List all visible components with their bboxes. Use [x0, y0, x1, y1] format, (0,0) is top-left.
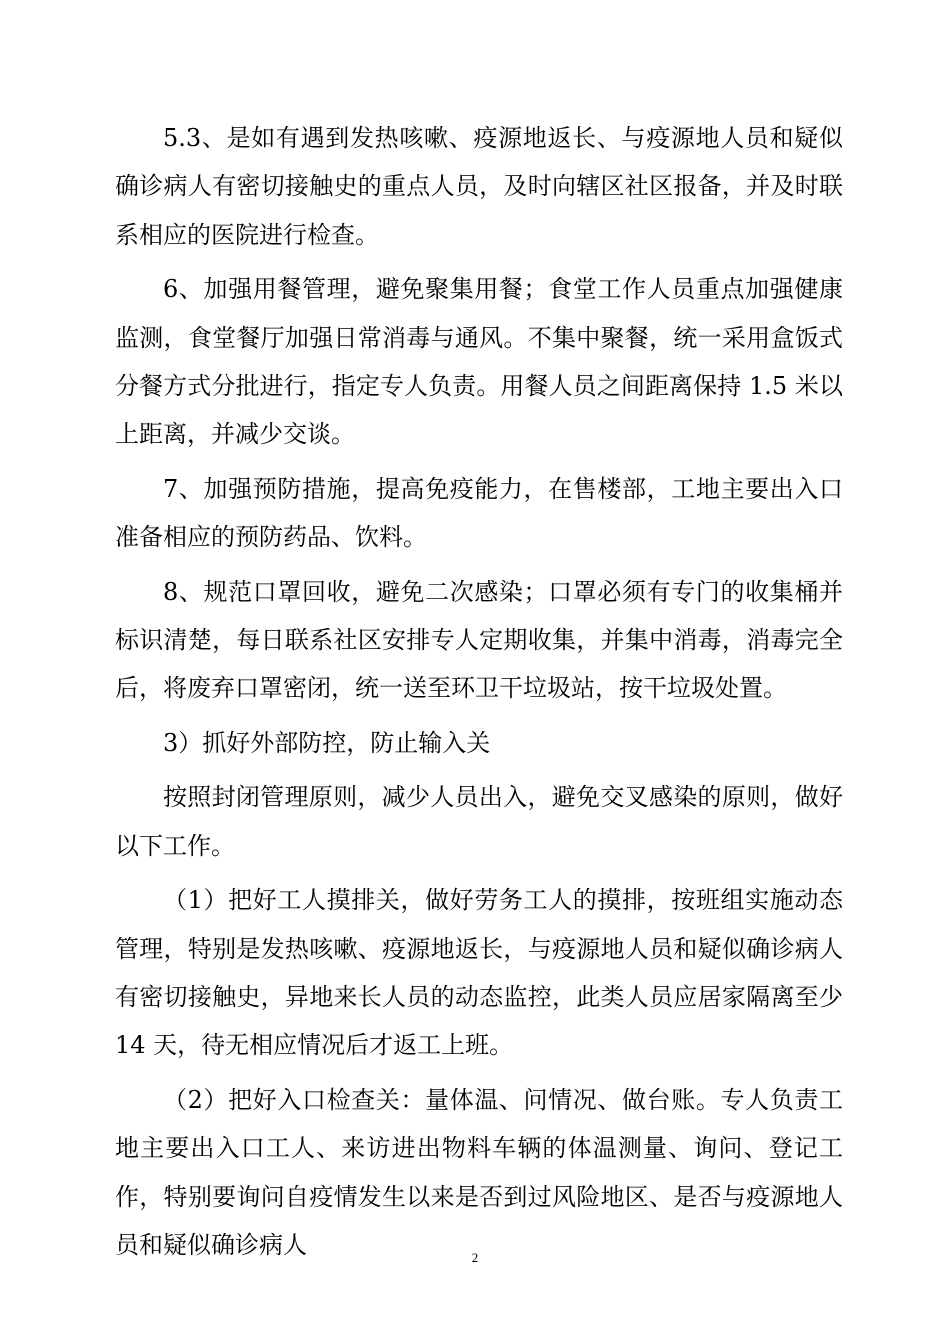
paragraph-6: 6、加强用餐管理，避免聚集用餐；食堂工作人员重点加强健康监测，食堂餐厅加强日常消毒与通风。不集中聚餐，统一采用盒饭式分餐方式分批进行，指定专人负责。用餐人员之间距离保持 1.5 米以上距离，并减少交谈。 [115, 275, 843, 449]
paragraph-principle: 按照封闭管理原则，减少人员出入，避免交叉感染的原则，做好以下工作。 [115, 783, 843, 860]
paragraph-item-1: （1）把好工人摸排关，做好劳务工人的摸排，按班组实施动态管理，特别是发热咳嗽、疫源地返长，与疫源地人员和疑似确诊病人有密切接触史，异地来长人员的动态监控，此类人员应居家隔离至少 14 天，待无相应情况后才返工上班。 [115, 886, 843, 1060]
paragraph-7: 7、加强预防措施，提高免疫能力，在售楼部，工地主要出入口准备相应的预防药品、饮料。 [115, 474, 843, 552]
section-heading-3: 3）抓好外部防控，防止输入关 [163, 728, 491, 757]
page-number: 2 [471, 1250, 479, 1265]
paragraph-8: 8、规范口罩回收，避免二次感染；口罩必须有专门的收集桶并标识清楚，每日联系社区安排专人定期收集，并集中消毒，消毒完全后，将废弃口罩密闭，统一送至环卫干垃圾站，按干垃圾处置。 [115, 577, 843, 703]
paragraph-5-3: 5.3、是如有遇到发热咳嗽、疫源地返长、与疫源地人员和疑似确诊病人有密切接触史的重点人员，及时向辖区社区报备，并及时联系相应的医院进行检查。 [115, 124, 843, 249]
paragraph-item-2: （2）把好入口检查关：量体温、问情况、做台账。专人负责工地主要出入口工人、来访进出物料车辆的体温测量、询问、登记工作，特别要询问自疫情发生以来是否到过风险地区、是否与疫源地人员和疑似确诊病人 [115, 1085, 843, 1259]
document-body [115, 114, 843, 1275]
